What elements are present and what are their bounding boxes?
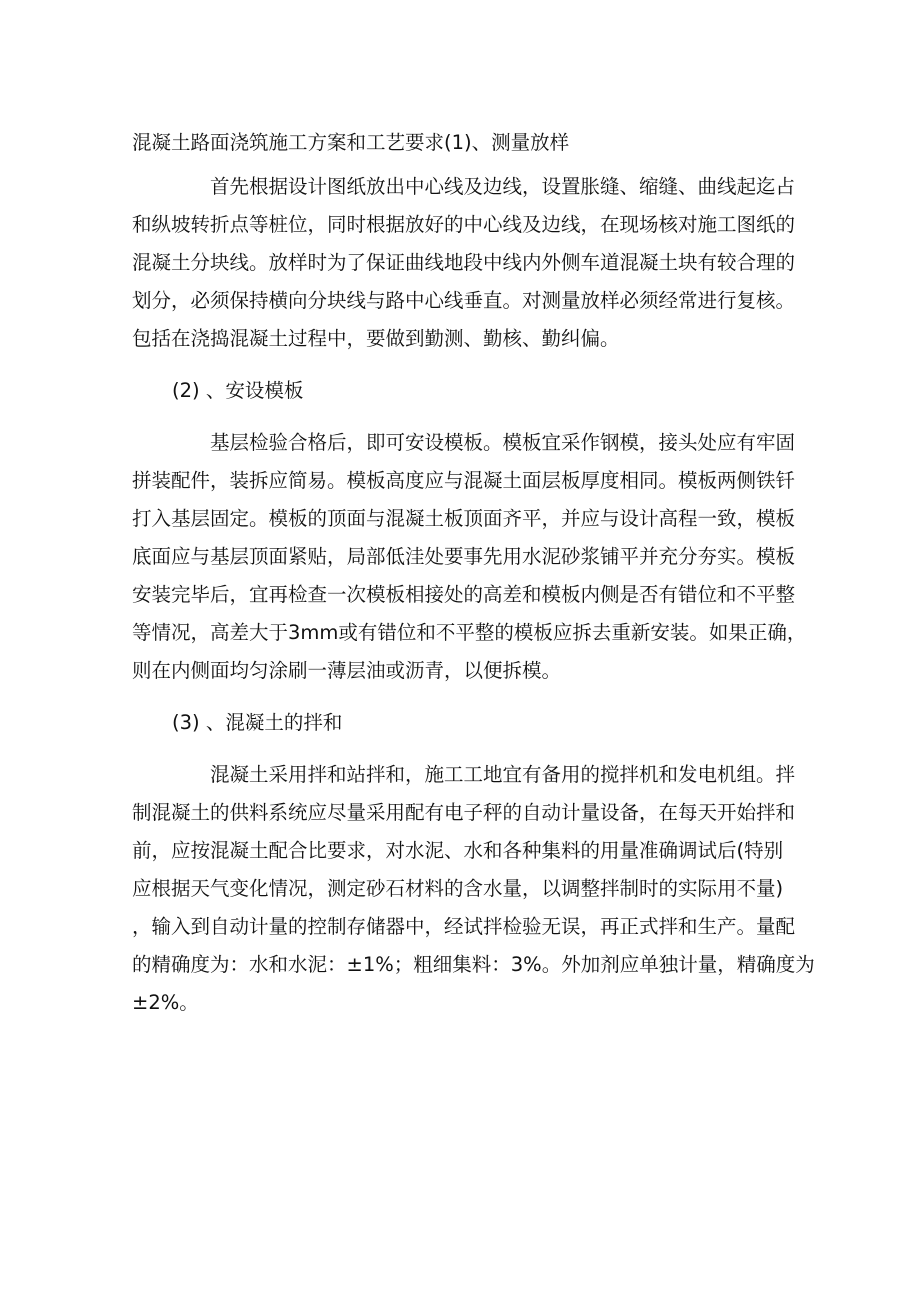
spacer (132, 690, 792, 704)
paragraph-line: 基层检验合格后，即可安设模板。模板宜采作钢模，接头处应有牢固 (210, 431, 796, 454)
paragraph-line: 首先根据设计图纸放出中心线及边线，设置胀缝、缩缝、曲线起迄占 (210, 175, 796, 198)
paragraph-line: ，输入到自动计量的控制存储器中，经试拌检验无误，再正式拌和生产。量配 (132, 915, 796, 938)
spacer (132, 742, 792, 756)
paragraph-line: 划分，必须保持横向分块线与路中心线垂直。对测量放样必须经常进行复核。 (132, 289, 796, 312)
paragraph-line: 底面应与基层顶面紧贴，局部低洼处要事先用水泥砂浆铺平并充分夯实。模板 (132, 545, 796, 568)
paragraph-line: 混凝土分块线。放样时为了保证曲线地段中线内外侧车道混凝土块有较合理的 (132, 251, 796, 274)
paragraph-line: 应根据天气变化情况，测定砂石材料的含水量，以调整拌制时的实际用不量) (132, 877, 784, 900)
paragraph-line: 前，应按混凝土配合比要求，对水泥、水和各种集料的用量准确调试后(特别 (132, 839, 784, 862)
document-title: 混凝土路面浇筑施工方案和工艺要求(1)、测量放样 (132, 131, 570, 154)
document-body (132, 125, 815, 1022)
paragraph-line: 打入基层固定。模板的顶面与混凝土板顶面齐平，并应与设计高程一致，模板 (132, 507, 796, 530)
paragraph-line: 包括在浇捣混凝土过程中，要做到勤测、勤核、勤纠偏。 (132, 327, 620, 350)
paragraph-line: 拼装配件，装拆应简易。模板高度应与混凝土面层板厚度相同。模板两侧铁钎 (132, 469, 796, 492)
paragraph-line: 则在内侧面均匀涂刷一薄层油或沥青，以便拆模。 (132, 659, 562, 682)
formwork-paragraph (132, 424, 807, 690)
paragraph-line: 的精确度为：水和水泥：±1%；粗细集料：3%。外加剂应单独计量，精确度为 (132, 953, 815, 976)
paragraph-line: 和纵坡转折点等桩位，同时根据放好的中心线及边线，在现场核对施工图纸的 (132, 213, 796, 236)
paragraph-line: 混凝土采用拌和站拌和，施工工地宜有备用的搅拌机和发电机组。拌 (210, 763, 796, 786)
paragraph-line: ±2%。 (132, 991, 199, 1014)
section-heading-mixing: (3) 、混凝土的拌和 (172, 711, 343, 734)
paragraph-line: 安装完毕后，宜再检查一次模板相接处的高差和模板内侧是否有错位和不平整 (132, 583, 796, 606)
paragraph-line: 等情况，高差大于3mm或有错位和不平整的模板应拆去重新安装。如果正确， (132, 621, 807, 644)
section-heading-formwork: (2) 、安设模板 (172, 379, 304, 402)
paragraph-line: 制混凝土的供料系统应尽量采用配有电子秤的自动计量设备，在每天开始拌和 (132, 801, 796, 824)
spacer (132, 358, 792, 372)
survey-paragraph (132, 168, 796, 358)
spacer (132, 161, 792, 168)
spacer (132, 410, 792, 424)
mixing-paragraph (132, 756, 815, 1022)
